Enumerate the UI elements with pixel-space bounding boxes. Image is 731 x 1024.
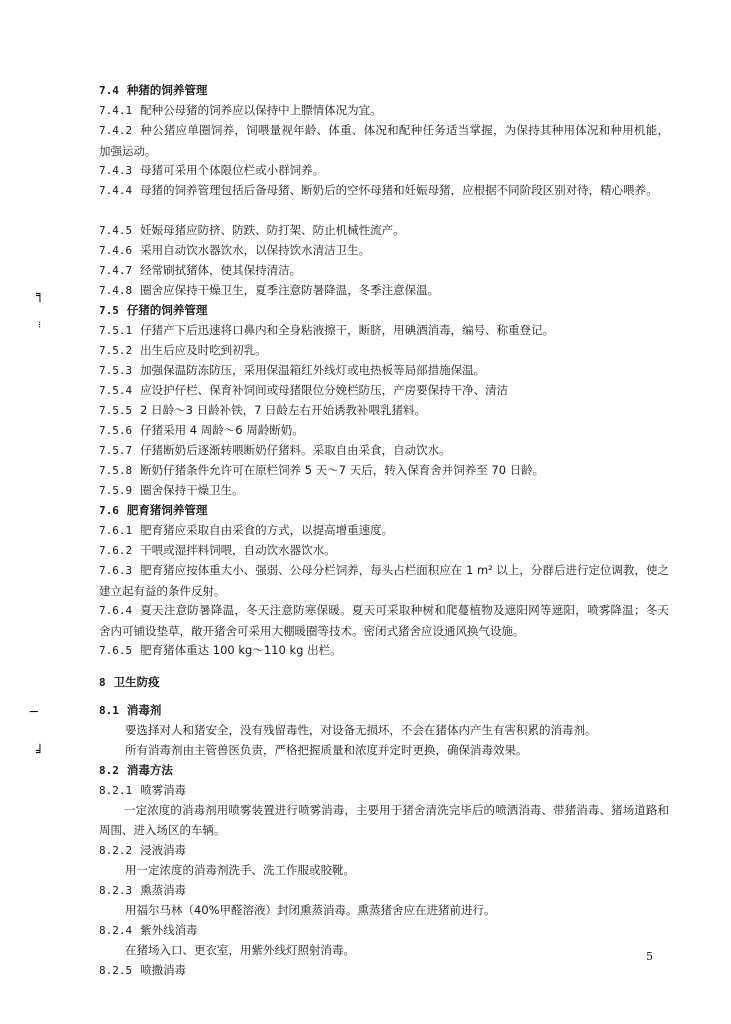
clause: 7.5.1 仔猪产下后迅速将口鼻内和全身粘液擦干，断脐，用碘酒消毒，编号、称重登记。 <box>99 323 555 337</box>
section-heading: 8.1 消毒剂 <box>99 703 162 717</box>
scan-speck: ─ <box>30 705 38 720</box>
paragraph: 所有消毒剂由主管兽医负责，严格把握质量和浓度并定时更换，确保消毒效果。 <box>125 743 528 757</box>
paragraph: 在猪场入口、更衣室，用紫外线灯照射消毒。 <box>125 943 355 957</box>
clause: 7.6.2 干喂或湿拌料饲喂，自动饮水器饮水。 <box>99 543 336 557</box>
clause: 7.5.9 圈舍保持干燥卫生。 <box>99 483 244 497</box>
scan-speck: ╛ <box>36 745 44 760</box>
clause: 7.4.1 配种公母猪的饲养应以保持中上膘情体况为宜。 <box>99 103 382 117</box>
clause: 7.4.6 采用自动饮水器饮水，以保持饮水清洁卫生。 <box>99 243 371 257</box>
subsection-heading: 8.2.3 熏蒸消毒 <box>99 883 187 897</box>
clause: 7.4.4 母猪的饲养管理包括后备母猪、断奶后的空怀母猪和妊娠母猪，应根据不同阶段区别对待，精心喂养。 <box>99 183 658 197</box>
paragraph: 要选择对人和猪安全，没有残留毒性，对设备无损坏，不会在猪体内产生有害积累的消毒剂。 <box>125 723 597 737</box>
subsection-heading: 8.2.1 喷雾消毒 <box>99 783 187 797</box>
clause: 7.4.8 圈舍应保持干燥卫生，夏季注意防暑降温，冬季注意保温。 <box>99 283 440 297</box>
clause: 7.5.7 仔猪断奶后逐渐转喂断奶仔猪料。采取自由采食，自动饮水。 <box>99 443 451 457</box>
section-heading: 7.6 肥育猪饲养管理 <box>99 503 208 517</box>
clause: 7.6.4 夏天注意防暑降温，冬天注意防寒保暖。夏天可采取种树和爬蔓植物及遮阳网等遮阳，喷雾降温；冬天舍内可铺设垫草，敞开猪舍可采用大棚暖圈等技术。密闭式猪舍应设通风换气设施。 <box>99 603 669 638</box>
clause: 7.4.3 母猪可采用个体限位栏或小群饲养。 <box>99 163 325 177</box>
clause: 7.6.3 肥育猪应按体重大小、强弱、公母分栏饲养，每头占栏面积应在 1 m² 以上，分群后进行定位调教，使之建立起有益的条件反射。 <box>99 563 669 598</box>
clause: 7.6.1 肥育猪应采取自由采食的方式，以提高增重速度。 <box>99 523 394 537</box>
clause: 7.5.5 2 日龄～3 日龄补铁，7 日龄左右开始诱教补喂乳猪料。 <box>99 403 427 417</box>
clause: 7.4.5 妊娠母猪应防挤、防跌、防打架、防止机械性流产。 <box>99 223 405 237</box>
clause: 7.4.7 经常刷拭猪体，使其保持清洁。 <box>99 263 302 277</box>
clause: 7.5.6 仔猪采用 4 周龄～6 周龄断奶。 <box>99 423 304 437</box>
clause: 7.5.4 应设护仔栏、保育补饲间或母猪限位分娩栏防压，产房要保持干净、清洁 <box>99 383 509 397</box>
clause: 7.5.2 出生后应及时吃到初乳。 <box>99 343 267 357</box>
clause: 7.6.5 肥育猪体重达 100 kg～110 kg 出栏。 <box>99 643 342 657</box>
section-heading: 8.2 消毒方法 <box>99 763 173 777</box>
section-heading: 7.4 种猪的饲养管理 <box>99 83 208 97</box>
subsection-heading: 8.2.5 喷撒消毒 <box>99 963 187 977</box>
subsection-heading: 8.2.2 浸液消毒 <box>99 843 187 857</box>
clause: 7.5.3 加强保温防冻防压，采用保温箱红外线灯或电热板等局部措施保温。 <box>99 363 486 377</box>
paragraph: 用一定浓度的消毒剂洗手、洗工作服或胶靴。 <box>125 863 355 877</box>
subsection-heading: 8.2.4 紫外线消毒 <box>99 923 198 937</box>
scan-speck: ⁝ <box>38 320 42 331</box>
paragraph: 一定浓度的消毒剂用喷雾装置进行喷雾消毒，主要用于猪舍清洗完毕后的喷洒消毒、带猪消毒、猪场道路和周围、进入场区的车辆。 <box>99 803 669 837</box>
clause: 7.5.8 断奶仔猪条件允许可在原栏饲养 5 天～7 天后，转入保育舍并饲养至 70 日龄。 <box>99 463 545 477</box>
section-heading: 7.5 仔猪的饲养管理 <box>99 303 208 317</box>
clause: 7.4.2 种公猪应单圈饲养，饲喂量视年龄、体重、体况和配种任务适当掌握，为保持其种用体况和种用机能，加强运动。 <box>99 123 669 158</box>
scan-speck: ╕ <box>36 288 44 303</box>
chapter-heading: 8 卫生防疫 <box>99 675 160 689</box>
paragraph: 用福尔马林（40%甲醛溶液）封闭熏蒸消毒。熏蒸猪舍应在进猪前进行。 <box>125 903 496 917</box>
page-number: 5 <box>646 950 653 963</box>
